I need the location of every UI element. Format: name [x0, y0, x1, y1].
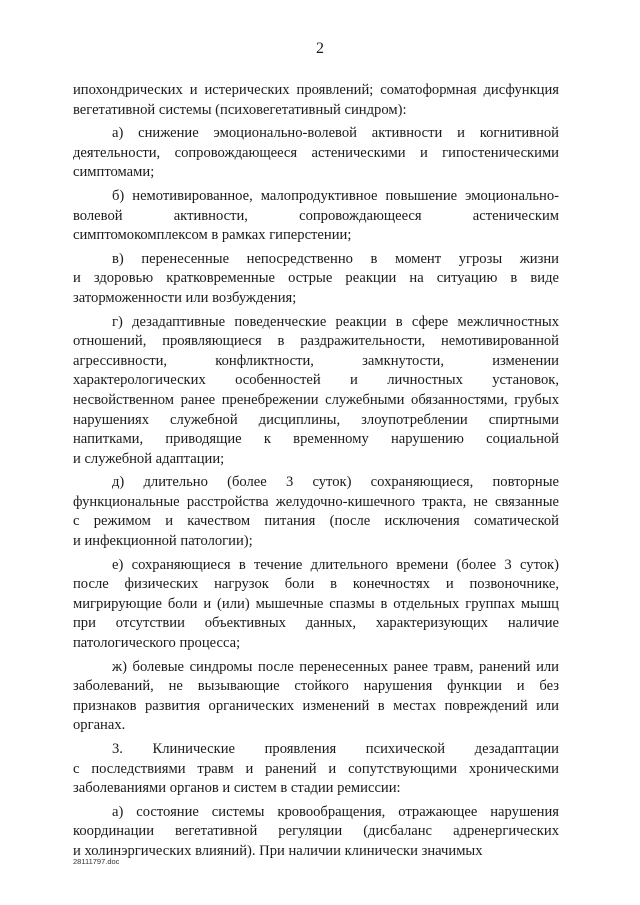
text-line: 3. Клинические проявления психической дезадаптации [112, 741, 559, 757]
paragraph [73, 187, 559, 246]
text-line: а) состояние системы кровообращения, отражающее нарушения [112, 803, 559, 820]
text-line: с режимом и качеством питания (после исключения соматической [73, 513, 559, 530]
text-line: после физических нагрузок боли в конечностях и позвоночнике, [73, 576, 559, 593]
text-line: и служебной адаптации; [73, 450, 225, 467]
paragraph [73, 803, 559, 862]
text-line: напитками, приводящие к временному нарушению социальной [73, 431, 559, 448]
text-line: несвойственном ранее пренебрежении служебными обязанностями, грубых [73, 391, 559, 408]
text-line: симптомами; [73, 164, 155, 181]
text-line: вегетативной системы (психовегетативный синдром): [73, 101, 407, 118]
text-line: при отсутствии объективных данных, характеризующих наличие [73, 615, 559, 632]
text-line: заторможенности или возбуждения; [73, 289, 297, 306]
text-line: волевой активности, сопровождающееся астеническим [73, 207, 559, 224]
text-line: а) снижение эмоционально-волевой активности и когнитивной [112, 125, 559, 142]
text-line: патологического процесса; [73, 635, 241, 652]
text-line: заболеваниями органов и систем в стадии ремиссии: [73, 780, 401, 797]
text-line: мигрирующие боли и (или) мышечные спазмы в отдельных группах мышц [73, 595, 559, 612]
text-line: г) дезадаптивные поведенческие реакции в сфере межличностных [112, 313, 559, 330]
paragraph [73, 473, 559, 551]
text-line: органах. [73, 717, 126, 734]
text-line: заболеваний, не вызывающие стойкого нарушения функции и без [73, 678, 559, 695]
text-line: е) сохраняющиеся в течение длительного времени (более 3 суток) [112, 556, 559, 573]
text-line: и инфекционной патологии); [73, 533, 253, 550]
text-line: и здоровью кратковременные острые реакции на ситуацию в виде [73, 270, 559, 287]
text-line: деятельности, сопровождающееся астеническими и гипостеническими [73, 144, 559, 161]
text-line: в) перенесенные непосредственно в момент угрозы жизни [112, 250, 559, 267]
text-line: с последствиями травм и ранений и сопутствующими хроническими [73, 760, 559, 777]
text-line: д) длительно (более 3 суток) сохраняющиеся, повторные [112, 474, 559, 491]
text-line: отношений, проявляющиеся в раздражительности, немотивированной [73, 333, 559, 350]
text-line: функциональные расстройства желудочно-кишечного тракта, не связанные [73, 493, 559, 510]
paragraph [73, 313, 559, 470]
text-line: нарушениях служебной дисциплины, злоупотреблении спиртными [73, 411, 559, 428]
text-line: симптомокомплексом в рамках гиперстении; [73, 227, 352, 244]
text-line: ж) болевые синдромы после перенесенных ранее травм, ранений или [112, 658, 559, 675]
text-line: признаков развития органических изменений в местах повреждений или [73, 697, 559, 714]
paragraph [73, 740, 559, 799]
text-line: характерологических особенностей и личностных установок, [73, 372, 559, 389]
text-line: координации вегетативной регуляции (дисбаланс адренергических [73, 823, 559, 840]
paragraph [73, 250, 559, 309]
text-line: и холинэргических влияний). При наличии клинически значимых [73, 842, 483, 859]
file-name-footer: 28111797.doc [73, 857, 120, 866]
text-line: б) немотивированное, малопродуктивное повышение эмоционально- [112, 187, 559, 204]
paragraph [73, 556, 559, 654]
document-body [73, 81, 559, 866]
paragraph [73, 81, 559, 120]
paragraph [73, 124, 559, 183]
paragraph [73, 658, 559, 736]
text-line: агрессивности, конфликтности, замкнутости, изменении [73, 352, 559, 369]
page-number: 2 [316, 40, 324, 57]
text-line: ипохондрических и истерических проявлений; соматоформная дисфункция [73, 82, 559, 98]
